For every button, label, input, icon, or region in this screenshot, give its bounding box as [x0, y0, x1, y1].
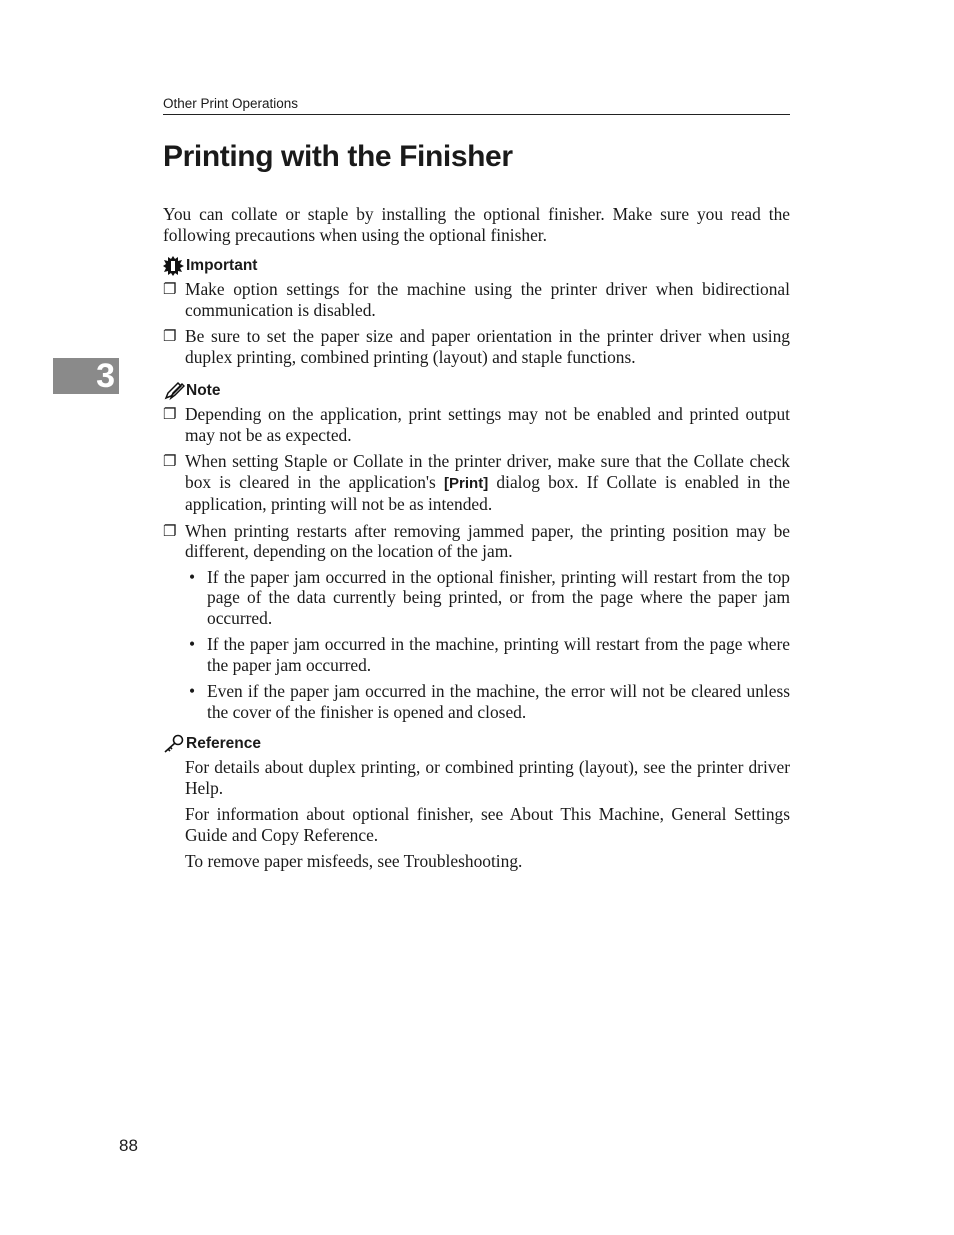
note-label: Note — [186, 382, 221, 399]
important-list — [163, 279, 790, 367]
reference-paragraph: For information about optional finisher, see About This Machine, General Settings Guide and Copy Reference. — [185, 804, 790, 845]
bullet-item: • Even if the paper jam occurred in the machine, the error will not be cleared unless the cover of the finisher is opened and closed. — [185, 681, 790, 722]
page-number: 88 — [119, 1136, 138, 1155]
print-dialog-label: [Print] — [444, 474, 489, 492]
list-item: ❐ Depending on the application, print settings may not be enabled and printed output may not be as expected. — [163, 404, 790, 445]
jam-bullets — [185, 567, 790, 723]
list-item: ❐ When printing restarts after removing jammed paper, the printing position may be different, depending on the location of the jam. • If the paper jam occurred in the optional finisher, printing will restart from the top page of the data currently being printed, or from the page where the paper jam occurred. • If the paper jam occurred in the machine, printing will restart from the page where the paper jam occurred. • Even if the paper jam occurred in the machine, the error will not be cleared unless the cover of the finisher is opened and closed. — [163, 521, 790, 723]
reference-paragraph: To remove paper misfeeds, see Troubleshooting. — [185, 851, 523, 871]
checkbox-bullet-icon: ❐ — [163, 521, 177, 540]
checkbox-bullet-icon: ❐ — [163, 405, 177, 423]
pencil-icon — [163, 381, 185, 401]
note-heading — [163, 381, 790, 401]
chapter-tab — [53, 358, 119, 394]
important-label: Important — [186, 257, 258, 274]
reference-paragraph: For details about duplex printing, or combined printing (layout), see the printer driver Help. — [185, 757, 790, 798]
page-title: Printing with the Finisher — [163, 140, 513, 173]
important-icon — [163, 256, 185, 276]
list-item: ❐ Be sure to set the paper size and paper orientation in the printer driver when using duplex printing, combined printing (layout) and staple functions. — [163, 326, 790, 367]
intro-paragraph: You can collate or staple by installing the optional finisher. Make sure you read the following precautions when using the optional finisher. — [163, 204, 790, 245]
key-icon — [163, 734, 185, 754]
main-content — [163, 204, 790, 878]
checkbox-bullet-icon: ❐ — [163, 452, 177, 470]
checkbox-bullet-icon: ❐ — [163, 327, 177, 345]
list-item: ❐ Make option settings for the machine using the printer driver when bidirectional communication is disabled. — [163, 279, 790, 320]
reference-heading — [163, 734, 790, 754]
chapter-number: 3 — [96, 357, 115, 395]
note-list — [163, 404, 790, 722]
bullet-item: • If the paper jam occurred in the optional finisher, printing will restart from the top page of the data currently being printed, or from the page where the paper jam occurred. — [185, 567, 790, 629]
list-item: ❐ When setting Staple or Collate in the printer driver, make sure that the Collate check box is cleared in the application's [Print] dialog box. If Collate is enabled in the application, printing will not be as intended. — [163, 451, 790, 514]
running-header: Other Print Operations — [163, 96, 790, 115]
checkbox-bullet-icon: ❐ — [163, 280, 177, 298]
bullet-item: • If the paper jam occurred in the machine, printing will restart from the page where the paper jam occurred. — [185, 634, 790, 675]
reference-label: Reference — [186, 735, 261, 752]
important-heading — [163, 256, 790, 276]
